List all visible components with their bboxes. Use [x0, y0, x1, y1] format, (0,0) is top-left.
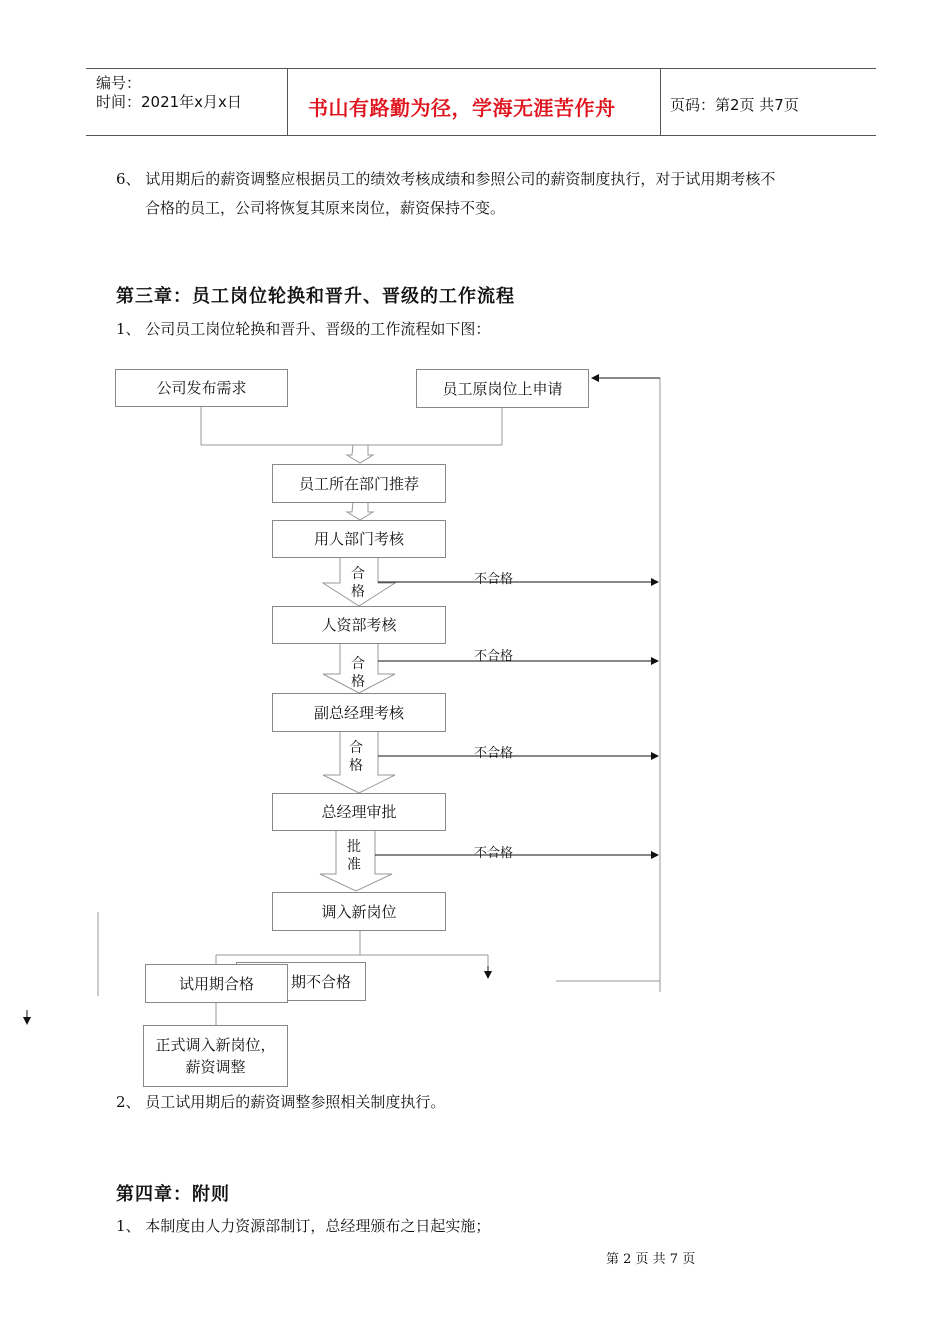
- box-transfer-new: 调入新岗位: [272, 892, 446, 931]
- chapter4-title: 第四章：附则: [116, 1184, 230, 1205]
- box-formal-transfer: [143, 1025, 288, 1087]
- fail-label-2: 不合格: [474, 649, 514, 664]
- box-probation-pass: 试用期合格: [145, 964, 288, 1003]
- document-date-label: 时间：2021年x月x日: [96, 93, 242, 111]
- fail-label-3: 不合格: [474, 746, 514, 761]
- footer-page-number: 第 2 页 共 7 页: [606, 1252, 696, 1267]
- paragraph-item6-line2: 合格的员工，公司将恢复其原来岗位，薪资保持不变。: [145, 199, 506, 217]
- chapter3-item1: 1、 公司员工岗位轮换和晋升、晋级的工作流程如下图：: [116, 320, 491, 338]
- formal-transfer-line2: 薪资调整: [185, 1058, 246, 1076]
- box-vp-assess: 副总经理考核: [272, 693, 446, 732]
- box-dept-recommend: 员工所在部门推荐: [272, 464, 446, 503]
- pass-label-2: 合格: [351, 656, 365, 690]
- pass-label-3: 合格: [349, 740, 363, 774]
- header-motto: 书山有路勤为径，学海无涯苦作舟: [308, 96, 616, 120]
- box-gm-approve: 总经理审批: [272, 793, 446, 831]
- chapter3-item2: 2、 员工试用期后的薪资调整参照相关制度执行。: [116, 1093, 446, 1111]
- header-page-label: 页码：第2页 共7页: [670, 96, 799, 114]
- approve-label: 批准: [347, 839, 361, 873]
- box-hiring-dept-assess: 用人部门考核: [272, 520, 446, 558]
- fail-label-4: 不合格: [474, 846, 514, 861]
- chapter3-title: 第三章：员工岗位轮换和晋升、晋级的工作流程: [116, 286, 515, 307]
- formal-transfer-line1: 正式调入新岗位，: [155, 1036, 276, 1054]
- pass-label-1: 合格: [351, 566, 365, 600]
- box-employee-apply: 员工原岗位上申请: [416, 369, 589, 408]
- document-number-label: 编号：: [96, 74, 142, 92]
- fail-label-1: 不合格: [474, 572, 514, 587]
- paragraph-item6-line1: 6、 试用期后的薪资调整应根据员工的绩效考核成绩和参照公司的薪资制度执行，对于试用期考核不: [116, 170, 776, 188]
- chapter4-item1: 1、 本制度由人力资源部制订，总经理颁布之日起实施；: [116, 1217, 491, 1235]
- probation-fail-label: 期不合格: [290, 972, 351, 991]
- box-company-demand: 公司发布需求: [115, 369, 288, 407]
- box-hr-assess: 人资部考核: [272, 606, 446, 644]
